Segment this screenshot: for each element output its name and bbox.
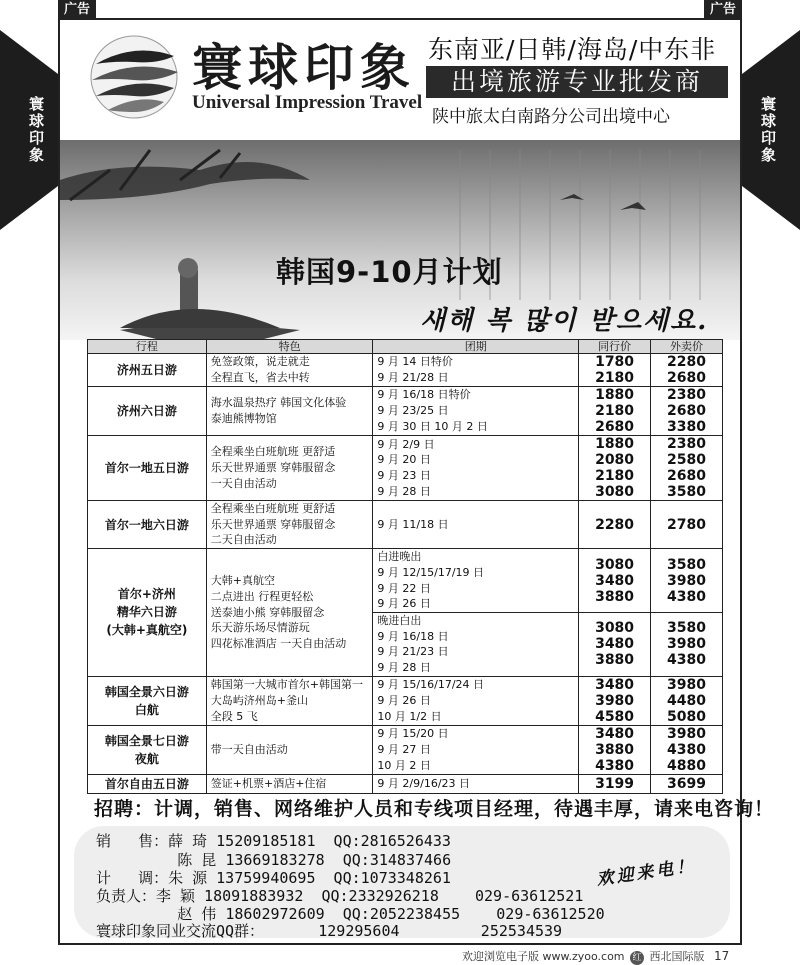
contact-line: 计 调：朱 源 13759940695 QQ:1073348261: [96, 869, 451, 887]
page-footer: [462, 948, 729, 965]
recruit-notice: 招聘：计调，销售、网络维护人员和专线项目经理，待遇丰厚，请来电咨询！: [94, 798, 775, 820]
route-name: 济州五日游: [88, 354, 207, 387]
peer-price: 3199: [579, 774, 651, 793]
contact-line: 销 售：薛 琦 15209185181 QQ:2816526433: [96, 832, 451, 850]
peer-price: 1780 2180: [579, 354, 651, 387]
retail-price: 3980 4380 4880: [651, 725, 723, 774]
route-name: 首尔+济州 精华六日游 (大韩+真航空): [88, 549, 207, 677]
route-features: 海水温泉热疗 韩国文化体验 泰迪熊博物馆: [206, 387, 373, 436]
tour-dates: 9 月 15/16/17/24 日 9 月 26 日 10 月 1/2 日: [373, 676, 579, 725]
tour-dates: 9 月 16/18 日特价 9 月 23/25 日 9 月 30 日 10 月 2 日: [373, 387, 579, 436]
header-peer-price: 同行价: [579, 340, 651, 354]
table-row: [88, 676, 723, 725]
route-name: 济州六日游: [88, 387, 207, 436]
tour-dates: 9 月 2/9/16/23 日: [373, 774, 579, 793]
route-name: 首尔自由五日游: [88, 774, 207, 793]
tour-dates: 9 月 15/20 日 9 月 27 日 10 月 2 日: [373, 725, 579, 774]
peer-price: 3080 3480 3880: [579, 549, 651, 613]
route-features: 韩国第一大城市首尔+韩国第一 大岛屿济州岛+釜山 全段 5 飞: [206, 676, 373, 725]
tour-dates: 9 月 2/9 日 9 月 20 日 9 月 23 日 9 月 28 日: [373, 436, 579, 501]
branch-name: 陕中旅太白南路分公司出境中心: [432, 107, 670, 127]
tour-dates: 9 月 14 日特价 9 月 21/28 日: [373, 354, 579, 387]
peer-price: 3480 3880 4380: [579, 725, 651, 774]
table-row: [88, 501, 723, 549]
table-row: [88, 387, 723, 436]
business-banner: 出境旅游专业批发商: [426, 66, 728, 98]
peer-price: 3080 3480 3880: [579, 612, 651, 676]
retail-price: 3699: [651, 774, 723, 793]
peer-price: 2280: [579, 501, 651, 549]
header-route: 行程: [88, 340, 207, 354]
peer-price: 1880 2080 2180 3080: [579, 436, 651, 501]
contact-line: 负责人：李 颖 18091883932 QQ:2332926218 029-63612521: [96, 887, 584, 905]
plan-title: 韩国9-10月计划: [276, 255, 503, 289]
route-name: 韩国全景七日游 夜航: [88, 725, 207, 774]
peer-price: 1880 2180 2680: [579, 387, 651, 436]
retail-price: 3580 3980 4380: [651, 549, 723, 613]
table-row: [88, 436, 723, 501]
route-features: 免签政策，说走就走 全程直飞，省去中转: [206, 354, 373, 387]
tour-dates: 9 月 11/18 日: [373, 501, 579, 549]
side-label-right: 寰球印象: [759, 96, 777, 164]
route-name: 首尔一地五日游: [88, 436, 207, 501]
footer-website: 欢迎浏览电子版 www.zyoo.com: [462, 950, 625, 963]
tour-dates: 晚进白出 9 月 16/18 日 9 月 21/23 日 9 月 28 日: [373, 612, 579, 676]
route-features: 大韩+真航空 二点进出 行程更轻松 送泰迪小熊 穿韩服留念 乐天游乐场尽情游玩 四花标准酒店 一天自由活动: [206, 549, 373, 677]
retail-price: 2280 2680: [651, 354, 723, 387]
retail-price: 2380 2580 2680 3580: [651, 436, 723, 501]
header-dates: 团期: [373, 340, 579, 354]
route-features: 带一天自由活动: [206, 725, 373, 774]
tour-dates: 白进晚出 9 月 12/15/17/19 日 9 月 22 日 9 月 26 日: [373, 549, 579, 613]
retail-price: 2780: [651, 501, 723, 549]
retail-price: 3980 4480 5080: [651, 676, 723, 725]
table-row: [88, 549, 723, 613]
itinerary-table: [87, 339, 723, 794]
ad-tag-right: 广告: [704, 0, 742, 20]
route-features: 全程乘坐白班航班 更舒适 乐天世界通票 穿韩服留念 一天自由活动: [206, 436, 373, 501]
contact-line: 赵 伟 18602972609 QQ:2052238455 029-63612520: [96, 905, 605, 923]
peer-price: 3480 3980 4580: [579, 676, 651, 725]
brand-name-cn: 寰球印象: [192, 38, 416, 97]
globe-logo-icon: [88, 34, 180, 120]
table-row: [88, 774, 723, 793]
welcome-call: 欢迎来电！: [595, 856, 698, 890]
table-row: [88, 354, 723, 387]
footer-section: 西北国际版: [649, 950, 705, 963]
table-header-row: [88, 340, 723, 354]
red-circle-icon: 红: [630, 951, 644, 965]
contact-line: 陈 昆 13669183278 QQ:314837466: [96, 851, 452, 869]
route-features: 全程乘坐白班航班 更舒适 乐天世界通票 穿韩服留念 二天自由活动: [206, 501, 373, 549]
korean-greeting: 새해 복 많이 받으세요.: [420, 306, 709, 336]
header-retail-price: 外卖价: [651, 340, 723, 354]
destinations: 东南亚/日韩/海岛/中东非: [428, 35, 717, 64]
table-row: [88, 725, 723, 774]
contact-line: 寰球印象同业交流QQ群： 129295604 252534539: [96, 922, 563, 940]
route-name: 首尔一地六日游: [88, 501, 207, 549]
page-number: 17: [714, 949, 730, 963]
header-features: 特色: [206, 340, 373, 354]
ad-tag-left: 广告: [58, 0, 96, 20]
route-name: 韩国全景六日游 白航: [88, 676, 207, 725]
retail-price: 3580 3980 4380: [651, 612, 723, 676]
route-features: 签证+机票+酒店+住宿: [206, 774, 373, 793]
side-label-left: 寰球印象: [27, 96, 45, 164]
brand-name-en: Universal Impression Travel: [192, 92, 423, 113]
retail-price: 2380 2680 3380: [651, 387, 723, 436]
